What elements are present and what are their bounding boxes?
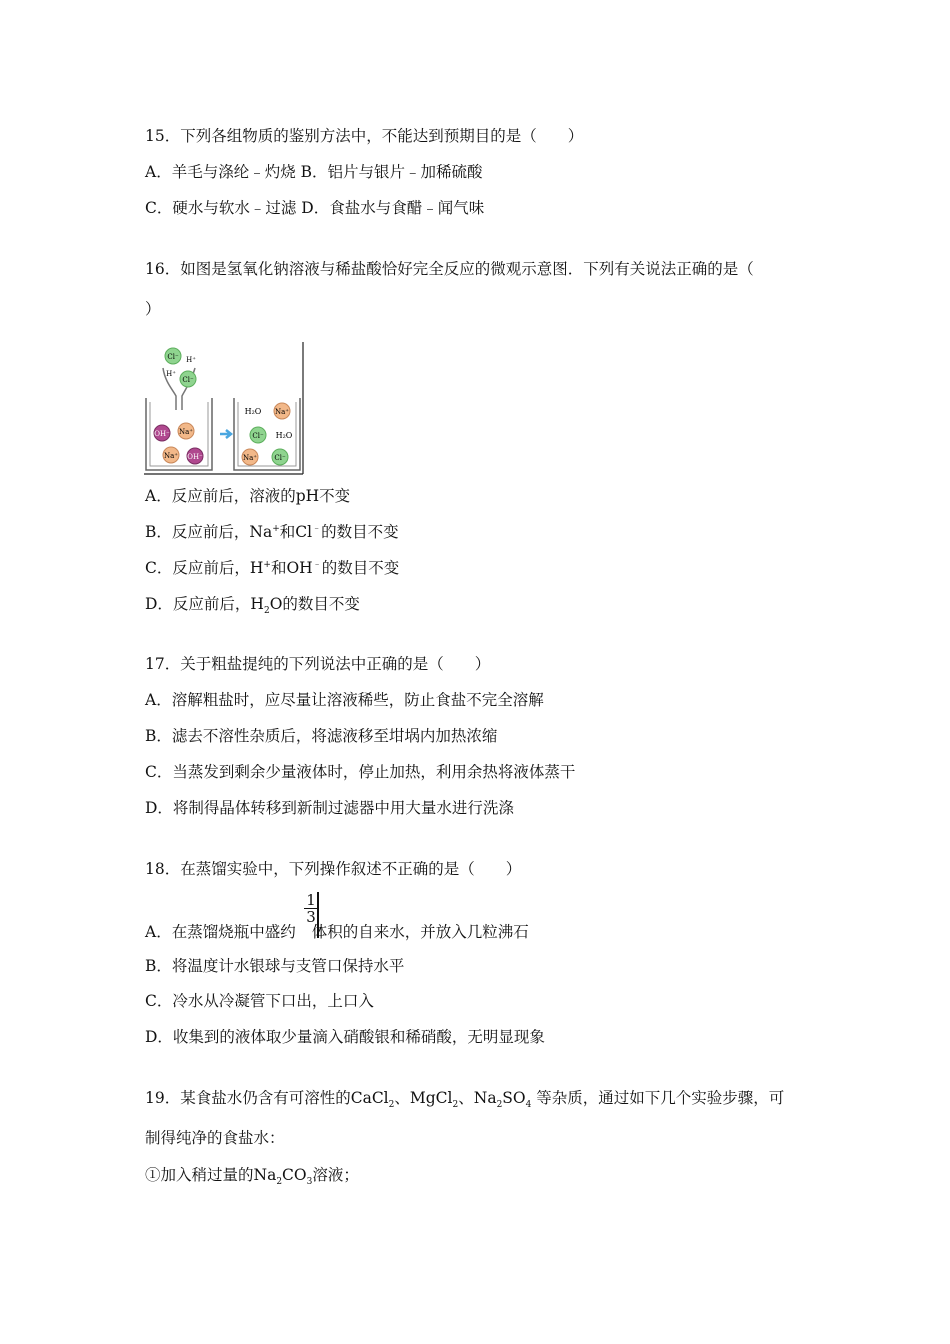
- q15-stem: 15．下列各组物质的鉴别方法中，不能达到预期目的是（ ）: [145, 127, 584, 145]
- q17-option-a: A．溶解粗盐时，应尽量让溶液稀些，防止食盐不完全溶解: [145, 691, 544, 709]
- q15-options-cd: C．硬水与软水﹣过滤 D．食盐水与食醋﹣闻气味: [145, 199, 485, 217]
- q18-option-c: C．冷水从冷凝管下口出，上口入: [145, 992, 374, 1010]
- q18-stem: 18．在蒸馏实验中，下列操作叙述不正确的是（ ）: [145, 860, 522, 878]
- ion-label: H⁺: [166, 370, 176, 378]
- fraction-one-third: $\frac{1}{3}$: [304, 892, 318, 925]
- q17-option-c: C．当蒸发到剩余少量液体时，停止加热，利用余热将液体蒸干: [145, 763, 576, 781]
- q16-stem-end: ）: [145, 300, 161, 318]
- q18-option-d: D．收集到的液体取少量滴入硝酸银和稀硝酸，无明显现象: [145, 1028, 545, 1046]
- ion-label: OH⁻: [187, 453, 203, 461]
- ion-label: OH⁻: [154, 430, 170, 438]
- drop-ions: [165, 348, 196, 387]
- q17-option-d: D．将制得晶体转移到新制过滤器中用大量水进行洗涤: [145, 799, 514, 817]
- q19-step-1: ①加入稍过量的$Na_2CO_3$溶液；: [145, 1166, 359, 1188]
- ion-label: Na⁺: [179, 428, 193, 436]
- q19-stem-cont: 制得纯净的食盐水：: [145, 1129, 285, 1147]
- molecule-label: H₂O: [244, 407, 262, 416]
- q17-stem: 17．关于粗盐提纯的下列说法中正确的是（ ）: [145, 655, 491, 673]
- q16-option-a: A．反应前后，溶液的pH不变: [145, 487, 351, 505]
- q17-option-b: B．滤去不溶性杂质后，将滤液移至坩埚内加热浓缩: [145, 727, 498, 745]
- ion-label: Cl⁻: [182, 376, 194, 384]
- ion-label: Cl⁻: [252, 432, 264, 440]
- ion-label: Na⁺: [164, 452, 178, 460]
- q15-options-ab: A．羊毛与涤纶﹣灼烧 B．铝片与银片﹣加稀硫酸: [145, 163, 483, 181]
- ion-label: Na⁺: [275, 408, 289, 416]
- ion-label: H⁺: [186, 356, 196, 364]
- q16-option-c: C．反应前后，H+和OH﹣的数目不变: [145, 559, 400, 577]
- ion-label: Na⁺: [243, 454, 257, 462]
- q16-stem: 16．如图是氢氧化钠溶液与稀盐酸恰好完全反应的微观示意图．下列有关说法正确的是（: [145, 260, 754, 278]
- right-beaker: [234, 398, 300, 470]
- reaction-diagram: [143, 342, 307, 476]
- ion-label: Cl⁻: [167, 353, 179, 361]
- left-beaker: [146, 398, 212, 470]
- molecule-label: H₂O: [275, 431, 293, 440]
- ion-label: Cl⁻: [274, 454, 286, 462]
- q19-stem: 19．某食盐水仍含有可溶性的CaCl$_2$、MgCl$_2$、$Na_2SO_4$ 等杂质，通过如下几个实验步骤，可: [145, 1089, 785, 1111]
- q16-option-b: B．反应前后，Na+和Cl﹣的数目不变: [145, 523, 399, 541]
- q16-option-d: D．反应前后，$H_2O$的数目不变: [145, 595, 360, 617]
- arrow-icon: [220, 430, 231, 438]
- q18-option-a: A．在蒸馏烧瓶中盛约 体积的自来水，并放入几粒沸石: [145, 923, 529, 941]
- q18-option-b: B．将温度计水银球与支管口保持水平: [145, 957, 405, 975]
